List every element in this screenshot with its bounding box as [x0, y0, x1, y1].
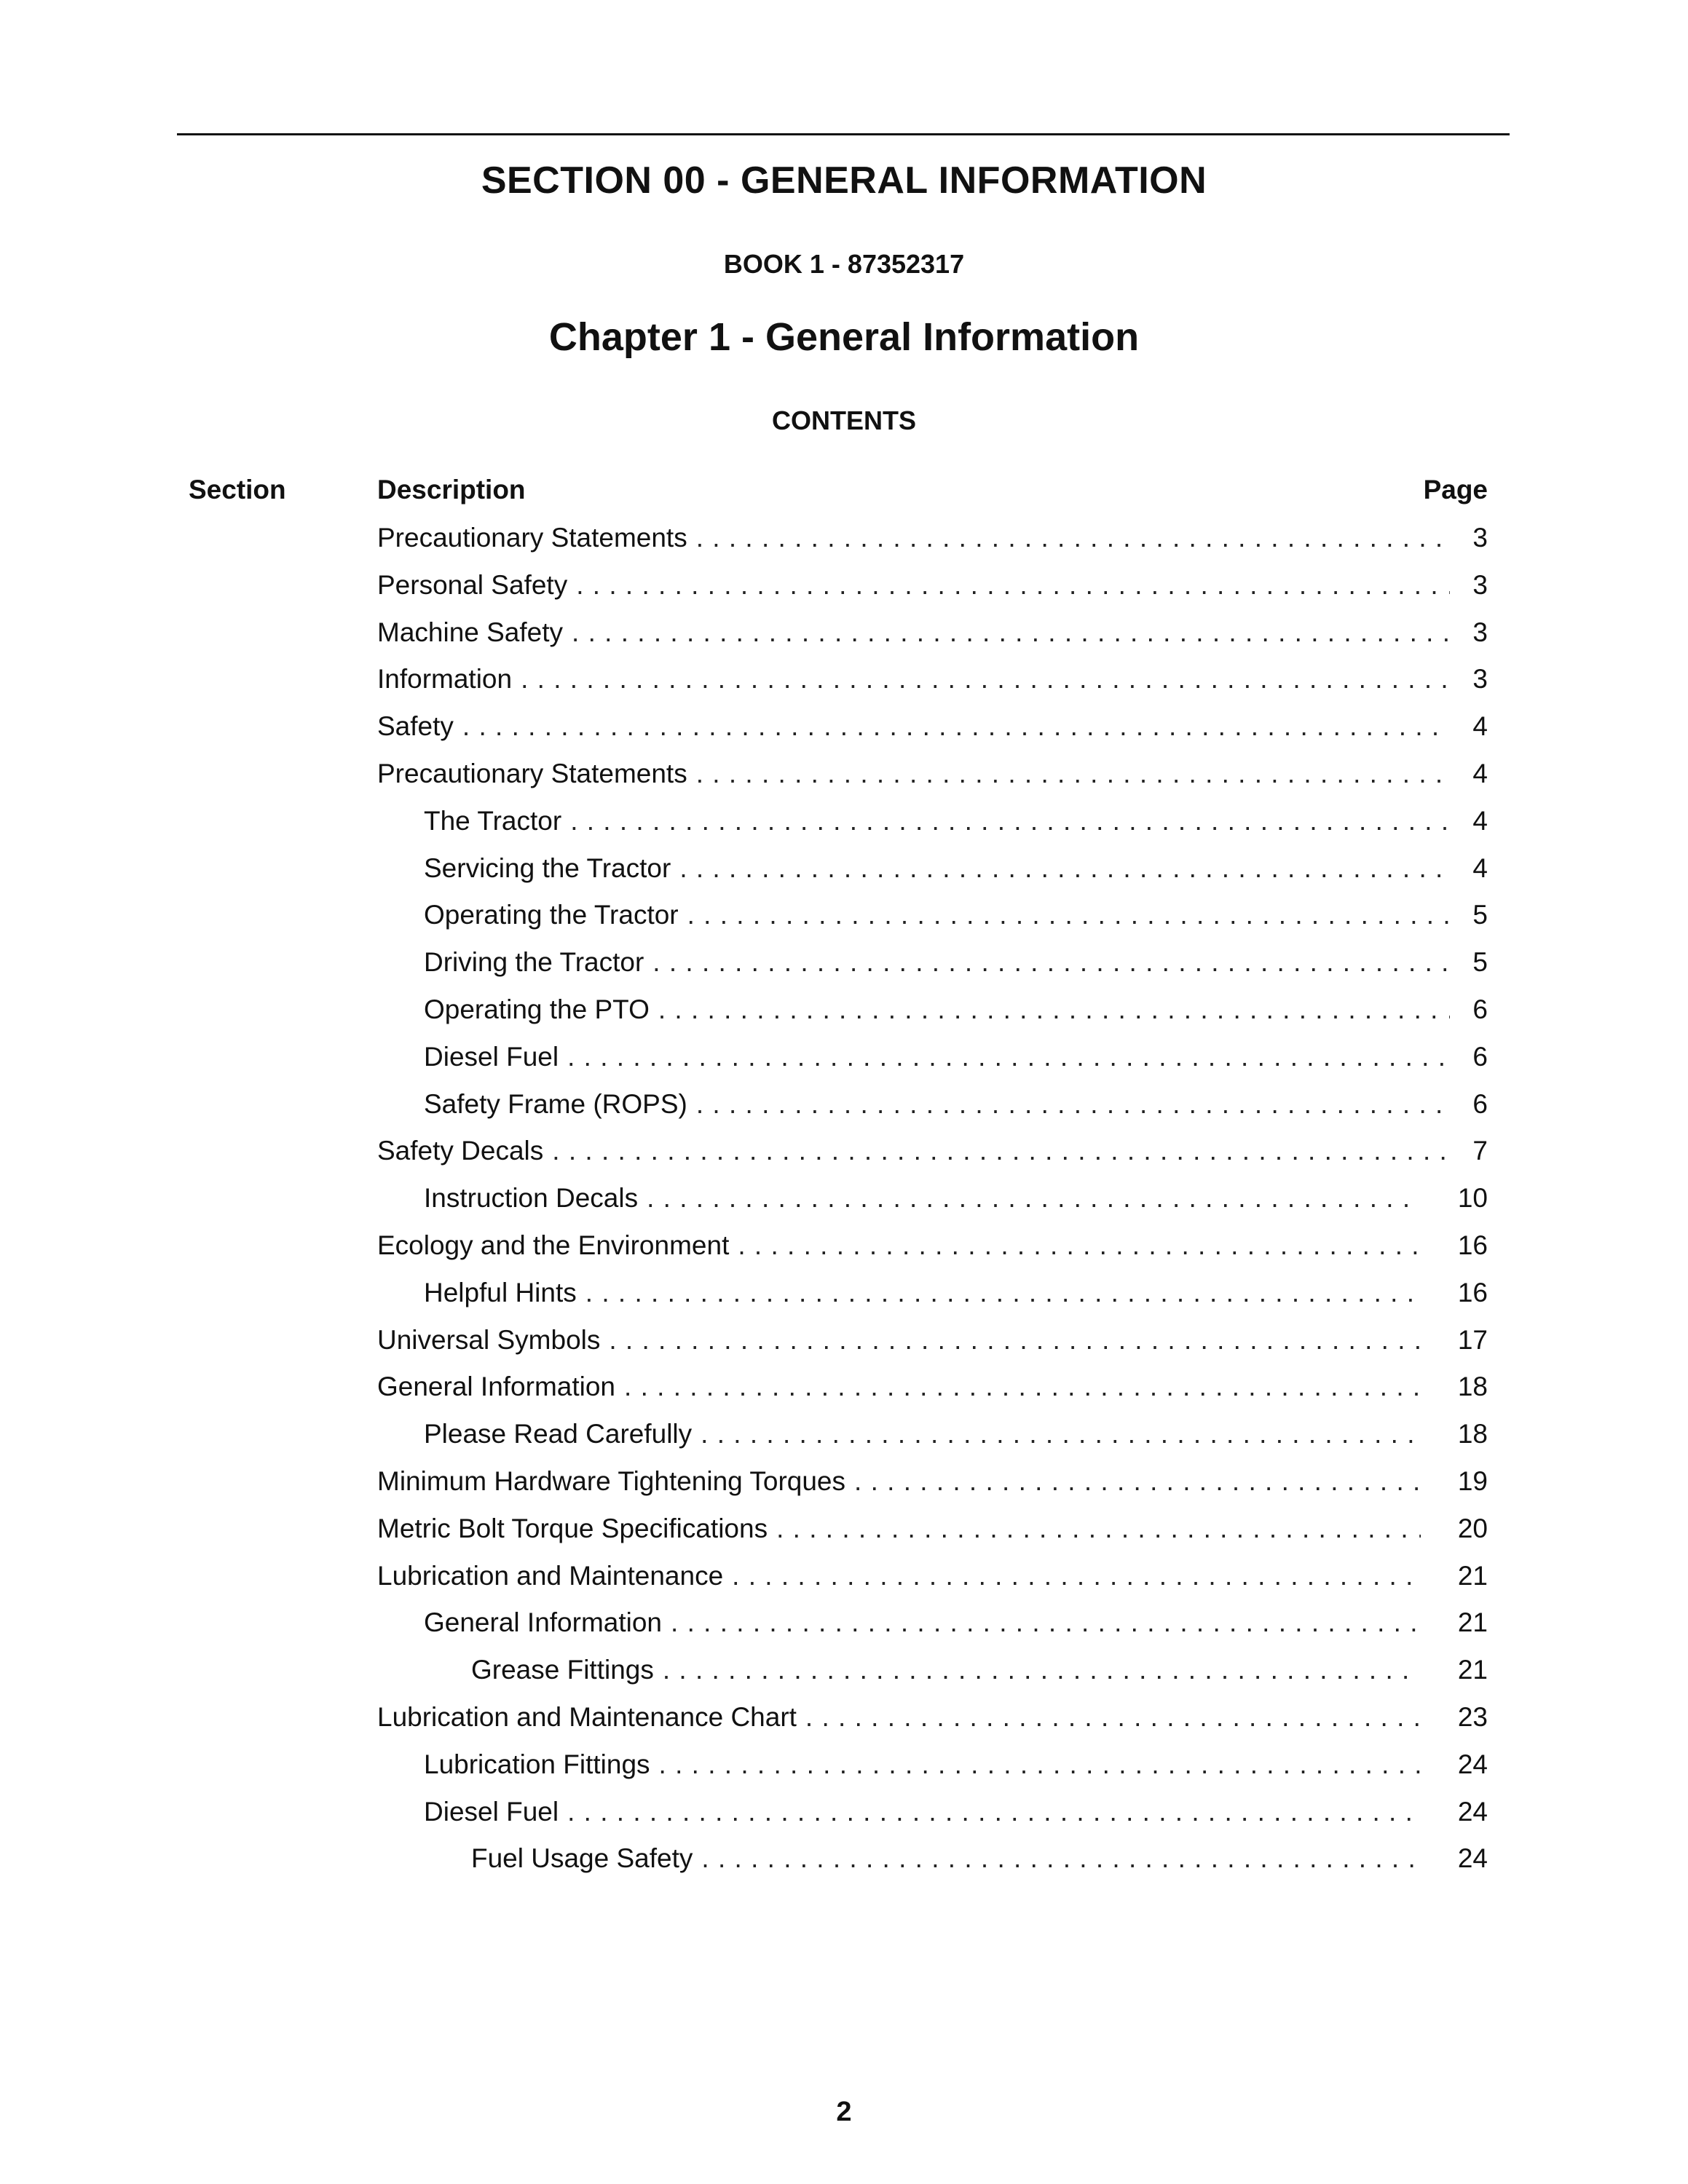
- toc-entry[interactable]: [377, 1038, 1488, 1085]
- toc-entry[interactable]: [377, 1698, 1488, 1746]
- toc-entry[interactable]: [377, 1651, 1488, 1698]
- toc-entry-page: 21: [1457, 1560, 1488, 1591]
- toc-entry-page: 24: [1457, 1749, 1488, 1779]
- toc-entry[interactable]: [377, 614, 1488, 661]
- toc-entry[interactable]: [377, 1321, 1488, 1369]
- toc-entry-page: 16: [1457, 1230, 1488, 1260]
- toc-entry[interactable]: [377, 1557, 1488, 1605]
- column-header-description: Description: [377, 475, 526, 505]
- toc-entry[interactable]: [377, 755, 1488, 802]
- toc-entry-label: Instruction Decals: [424, 1183, 639, 1214]
- toc-entry[interactable]: [377, 1132, 1488, 1179]
- toc-entry[interactable]: [377, 1415, 1488, 1463]
- toc-entry[interactable]: [377, 1085, 1488, 1133]
- dot-leader: [696, 519, 1450, 557]
- dot-leader: [696, 755, 1450, 793]
- dot-leader: [732, 1557, 1421, 1595]
- page-number: 2: [836, 2097, 852, 2127]
- toc-entry-label: Lubrication Fittings: [424, 1749, 650, 1779]
- dot-leader: [701, 1840, 1421, 1878]
- book-number: BOOK 1 - 87352317: [723, 249, 965, 279]
- toc-entry-label: Minimum Hardware Tightening Torques: [377, 1465, 846, 1496]
- dot-leader: [576, 566, 1450, 604]
- toc-entry[interactable]: [377, 1274, 1488, 1321]
- toc-entry[interactable]: [377, 660, 1488, 708]
- toc-entry[interactable]: [377, 991, 1488, 1038]
- toc-entry[interactable]: [377, 1368, 1488, 1415]
- toc-entry-label: Servicing the Tractor: [424, 852, 671, 883]
- contents-heading: CONTENTS: [772, 405, 916, 435]
- toc-entry-page: 21: [1457, 1607, 1488, 1638]
- toc-entry-page: 4: [1472, 758, 1488, 788]
- dot-leader: [652, 943, 1450, 981]
- toc-entry[interactable]: [377, 1463, 1488, 1510]
- dot-leader: [552, 1132, 1450, 1170]
- toc-entry-page: 24: [1457, 1843, 1488, 1874]
- dot-leader: [663, 1651, 1421, 1689]
- toc-entry-page: 23: [1457, 1701, 1488, 1732]
- toc-entry-page: 6: [1472, 1041, 1488, 1072]
- toc-entry-label: Ecology and the Environment: [377, 1230, 730, 1260]
- dot-leader: [854, 1463, 1421, 1500]
- toc-entry-page: 20: [1457, 1513, 1488, 1543]
- dot-leader: [687, 896, 1450, 934]
- toc-entry-label: Safety: [377, 711, 454, 742]
- toc-entry-label: Safety Frame (ROPS): [424, 1088, 687, 1119]
- toc-entry-label: The Tractor: [424, 805, 562, 836]
- toc-entry-page: 17: [1457, 1324, 1488, 1355]
- toc-entry-label: Machine Safety: [377, 617, 564, 647]
- dot-leader: [805, 1698, 1421, 1736]
- dot-leader: [696, 1085, 1450, 1123]
- dot-leader: [609, 1321, 1421, 1359]
- toc-entry-label: Diesel Fuel: [424, 1041, 559, 1072]
- toc-entry[interactable]: [377, 1510, 1488, 1557]
- toc-entry-label: General Information: [424, 1607, 663, 1638]
- toc-entry-label: Helpful Hints: [424, 1277, 577, 1307]
- toc-entry-page: 7: [1472, 1136, 1488, 1166]
- toc-entry-page: 6: [1472, 1088, 1488, 1119]
- toc-entry-page: 4: [1472, 805, 1488, 836]
- toc-entry-page: 21: [1457, 1655, 1488, 1685]
- toc-entry-page: 3: [1472, 617, 1488, 647]
- toc-entry[interactable]: [377, 566, 1488, 614]
- toc-entry-page: 4: [1472, 711, 1488, 742]
- toc-entry-page: 24: [1457, 1796, 1488, 1827]
- toc-entry-page: 18: [1457, 1372, 1488, 1402]
- toc-entry-page: 3: [1472, 664, 1488, 695]
- toc-entry-page: 4: [1472, 852, 1488, 883]
- toc-entry-label: Lubrication and Maintenance: [377, 1560, 724, 1591]
- toc-entry-label: Safety Decals: [377, 1136, 544, 1166]
- dot-leader: [462, 708, 1450, 745]
- toc-entry-label: Diesel Fuel: [424, 1796, 559, 1827]
- top-rule: [177, 133, 1510, 135]
- toc-entry-label: Universal Symbols: [377, 1324, 601, 1355]
- toc-entry-page: 16: [1457, 1277, 1488, 1307]
- toc-entry-label: Metric Bolt Torque Specifications: [377, 1513, 768, 1543]
- dot-leader: [647, 1179, 1421, 1217]
- toc-entry-label: Operating the Tractor: [424, 900, 679, 930]
- toc-entry-label: Operating the PTO: [424, 994, 650, 1024]
- dot-leader: [701, 1415, 1421, 1453]
- toc-entry-page: 10: [1457, 1183, 1488, 1214]
- toc-entry[interactable]: [377, 1179, 1488, 1227]
- toc-entry-label: Personal Safety: [377, 569, 568, 600]
- dot-leader: [572, 614, 1450, 652]
- toc-entry[interactable]: [377, 802, 1488, 850]
- toc-entry[interactable]: [377, 850, 1488, 897]
- dot-leader: [585, 1274, 1421, 1312]
- toc-entry[interactable]: [377, 1746, 1488, 1793]
- toc-entry-label: Precautionary Statements: [377, 758, 687, 788]
- toc-entry-page: 18: [1457, 1419, 1488, 1449]
- toc-entry-label: Lubrication and Maintenance Chart: [377, 1701, 797, 1732]
- toc-entry[interactable]: [377, 519, 1488, 566]
- dot-leader: [679, 850, 1450, 887]
- dot-leader: [671, 1604, 1421, 1642]
- table-of-contents: [377, 519, 1488, 1887]
- dot-leader: [658, 991, 1450, 1029]
- chapter-title: Chapter 1 - General Information: [548, 315, 1140, 359]
- toc-entry[interactable]: [377, 1227, 1488, 1274]
- toc-entry-page: 3: [1472, 569, 1488, 600]
- toc-entry-page: 5: [1472, 947, 1488, 978]
- dot-leader: [659, 1746, 1421, 1784]
- toc-entry-page: 6: [1472, 994, 1488, 1024]
- dot-leader: [570, 802, 1450, 840]
- dot-leader: [624, 1368, 1421, 1406]
- dot-leader: [738, 1227, 1421, 1265]
- toc-entry[interactable]: [377, 1604, 1488, 1651]
- toc-entry-page: 5: [1472, 900, 1488, 930]
- toc-entry[interactable]: [377, 896, 1488, 943]
- toc-entry-label: General Information: [377, 1372, 616, 1402]
- dot-leader: [567, 1793, 1421, 1831]
- toc-entry-label: Precautionary Statements: [377, 523, 687, 553]
- toc-entry-page: 3: [1472, 523, 1488, 553]
- toc-entry-label: Grease Fittings: [471, 1655, 654, 1685]
- column-header-section: Section: [189, 475, 286, 505]
- toc-entry[interactable]: [377, 1793, 1488, 1840]
- toc-entry-page: 19: [1457, 1465, 1488, 1496]
- toc-entry-label: Driving the Tractor: [424, 947, 644, 978]
- dot-leader: [776, 1510, 1421, 1548]
- toc-entry[interactable]: [377, 708, 1488, 755]
- section-title: SECTION 00 - GENERAL INFORMATION: [481, 159, 1207, 202]
- toc-entry[interactable]: [377, 1840, 1488, 1887]
- dot-leader: [521, 660, 1450, 698]
- dot-leader: [567, 1038, 1450, 1076]
- toc-entry-label: Fuel Usage Safety: [471, 1843, 693, 1874]
- toc-entry-label: Information: [377, 664, 513, 695]
- column-header-page: Page: [1423, 475, 1488, 505]
- toc-entry[interactable]: [377, 943, 1488, 991]
- toc-entry-label: Please Read Carefully: [424, 1419, 693, 1449]
